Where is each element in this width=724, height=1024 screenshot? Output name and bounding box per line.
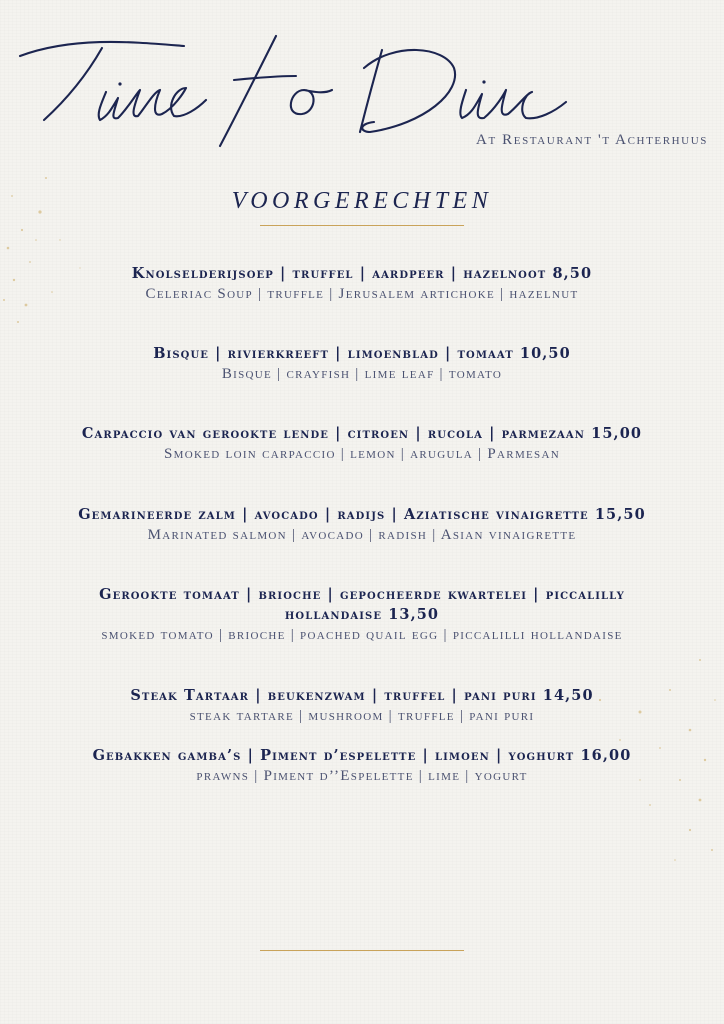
menu-item	[40, 585, 684, 645]
dish-name-english: steak tartare | mushroom | truffle | pani puri	[189, 708, 535, 724]
dish-name-dutch: Knolselderijsoep | truffel | aardpeer | hazelnoot 8,50	[131, 265, 593, 282]
dish-name-dutch: Carpaccio van gerookte lende | citroen | rucola | parmezaan 15,00	[81, 425, 643, 442]
dish-name-english: Bisque | crayfish | lime leaf | tomato	[221, 366, 503, 382]
menu-item	[0, 505, 724, 545]
dish-name-dutch: Steak Tartaar | beukenzwam | truffel | pani puri 14,50	[130, 687, 594, 704]
restaurant-subtitle: At Restaurant 't Achterhuus	[476, 132, 708, 148]
gold-divider-top	[260, 225, 464, 226]
dish-name-dutch: Gebakken gamba’s | Piment d’espelette | limoen | yoghurt 16,00	[92, 747, 632, 764]
menu-item	[0, 264, 724, 304]
dish-name-dutch: Gemarineerde zalm | avocado | radijs | Aziatische vinaigrette 15,50	[78, 506, 646, 523]
dish-name-dutch: Gerookte tomaat | brioche | gepocheerde kwartelei | piccalilly hollandaise 13,50	[99, 586, 625, 623]
dish-name-dutch: Bisque | rivierkreeft | limoenblad | tomaat 10,50	[153, 345, 571, 362]
menu-item	[0, 424, 724, 464]
dish-name-english: Smoked loin carpaccio | lemon | arugula | Parmesan	[164, 446, 560, 462]
menu-item	[0, 344, 724, 384]
menu-item	[0, 746, 724, 786]
gold-divider-bottom	[260, 950, 464, 951]
menu-item	[0, 686, 724, 726]
dish-name-english: Marinated salmon | avocado | radish | Asian vinaigrette	[147, 527, 577, 543]
section-heading: VOORGERECHTEN	[231, 188, 493, 214]
dish-name-english: prawns | Piment d’’Espelette | lime | yogurt	[196, 768, 528, 784]
dish-name-english: Celeriac Soup | truffle | Jerusalem artichoke | hazelnut	[145, 286, 579, 302]
dish-name-english: smoked tomato | brioche | poached quail egg | piccalilli hollandaise	[101, 627, 623, 643]
